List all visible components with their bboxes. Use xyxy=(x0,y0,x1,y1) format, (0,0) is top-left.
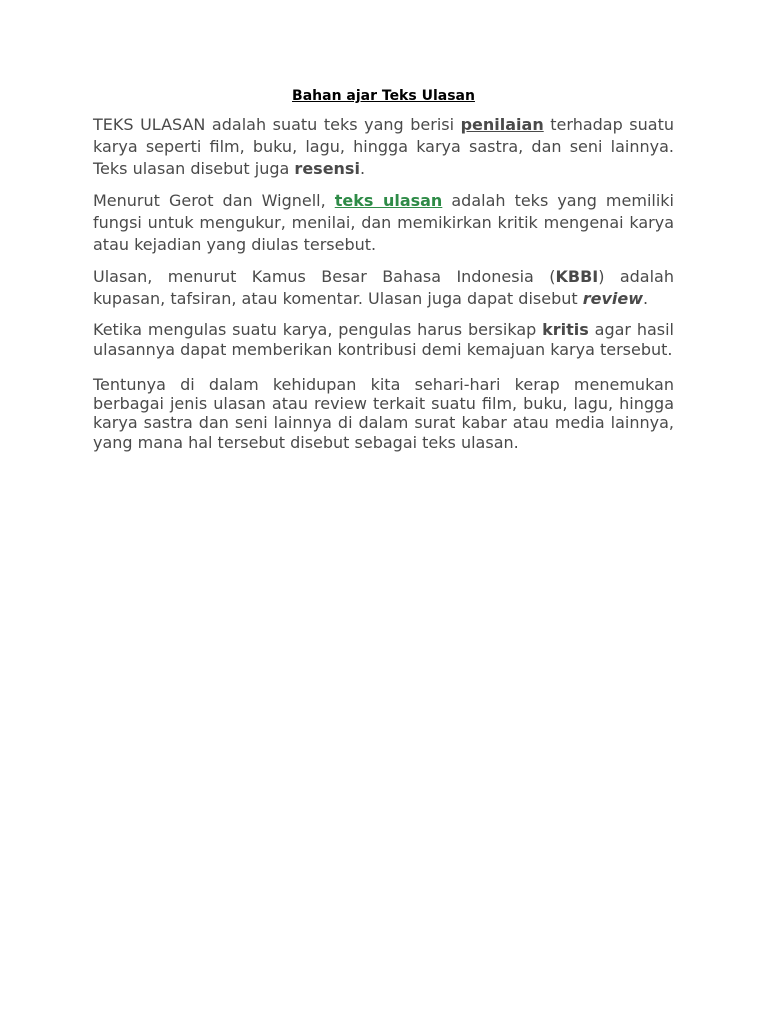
term-review: review xyxy=(582,289,644,308)
text-segment: Ulasan, menurut Kamus Besar Bahasa Indonesia ( xyxy=(93,267,556,286)
paragraph-gerot-wignell xyxy=(93,190,674,256)
paragraph-kbbi xyxy=(93,266,674,310)
term-penilaian: penilaian xyxy=(460,115,544,134)
text-segment: . xyxy=(359,159,366,178)
page-title: Bahan ajar Teks Ulasan xyxy=(292,88,475,104)
text-segment: Ketika mengulas suatu karya, pengulas harus bersikap xyxy=(93,320,543,339)
text-segment: ) adalah kupasan, tafsiran, atau komentar. Ulasan juga dapat disebut xyxy=(93,267,675,308)
paragraph-definition xyxy=(93,114,674,180)
term-kbbi: KBBI xyxy=(555,267,599,286)
teks-ulasan-link[interactable]: teks ulasan xyxy=(334,191,443,210)
text-segment: . xyxy=(643,289,649,308)
text-segment: agar hasil ulasannya dapat memberikan kontribusi demi kemajuan karya tersebut. xyxy=(93,320,675,359)
text-segment: adalah teks yang memiliki fungsi untuk mengukur, menilai, dan memikirkan kritik mengenai karya atau kejadian yang diulas tersebut. xyxy=(93,191,674,254)
document-page xyxy=(93,86,674,452)
text-segment: Menurut Gerot dan Wignell, xyxy=(93,191,335,210)
term-resensi: resensi xyxy=(294,159,360,178)
term-kritis: kritis xyxy=(542,320,589,339)
text-segment: TEKS ULASAN adalah suatu teks yang berisi xyxy=(93,115,461,134)
paragraph-everyday xyxy=(93,375,674,452)
text-segment: Tentunya di dalam kehidupan kita sehari-hari kerap menemukan berbagai jenis ulasan atau review terkait suatu film, buku, lagu, hingga karya sastra dan seni lainnya di dalam surat kabar atau media lainnya, yang mana hal tersebut disebut sebagai teks ulasan. xyxy=(93,375,674,452)
text-segment: terhadap suatu karya seperti film, buku, lagu, hingga karya sastra, dan seni lainnya. Teks ulasan disebut juga xyxy=(93,115,674,178)
paragraph-kritis xyxy=(93,320,674,359)
